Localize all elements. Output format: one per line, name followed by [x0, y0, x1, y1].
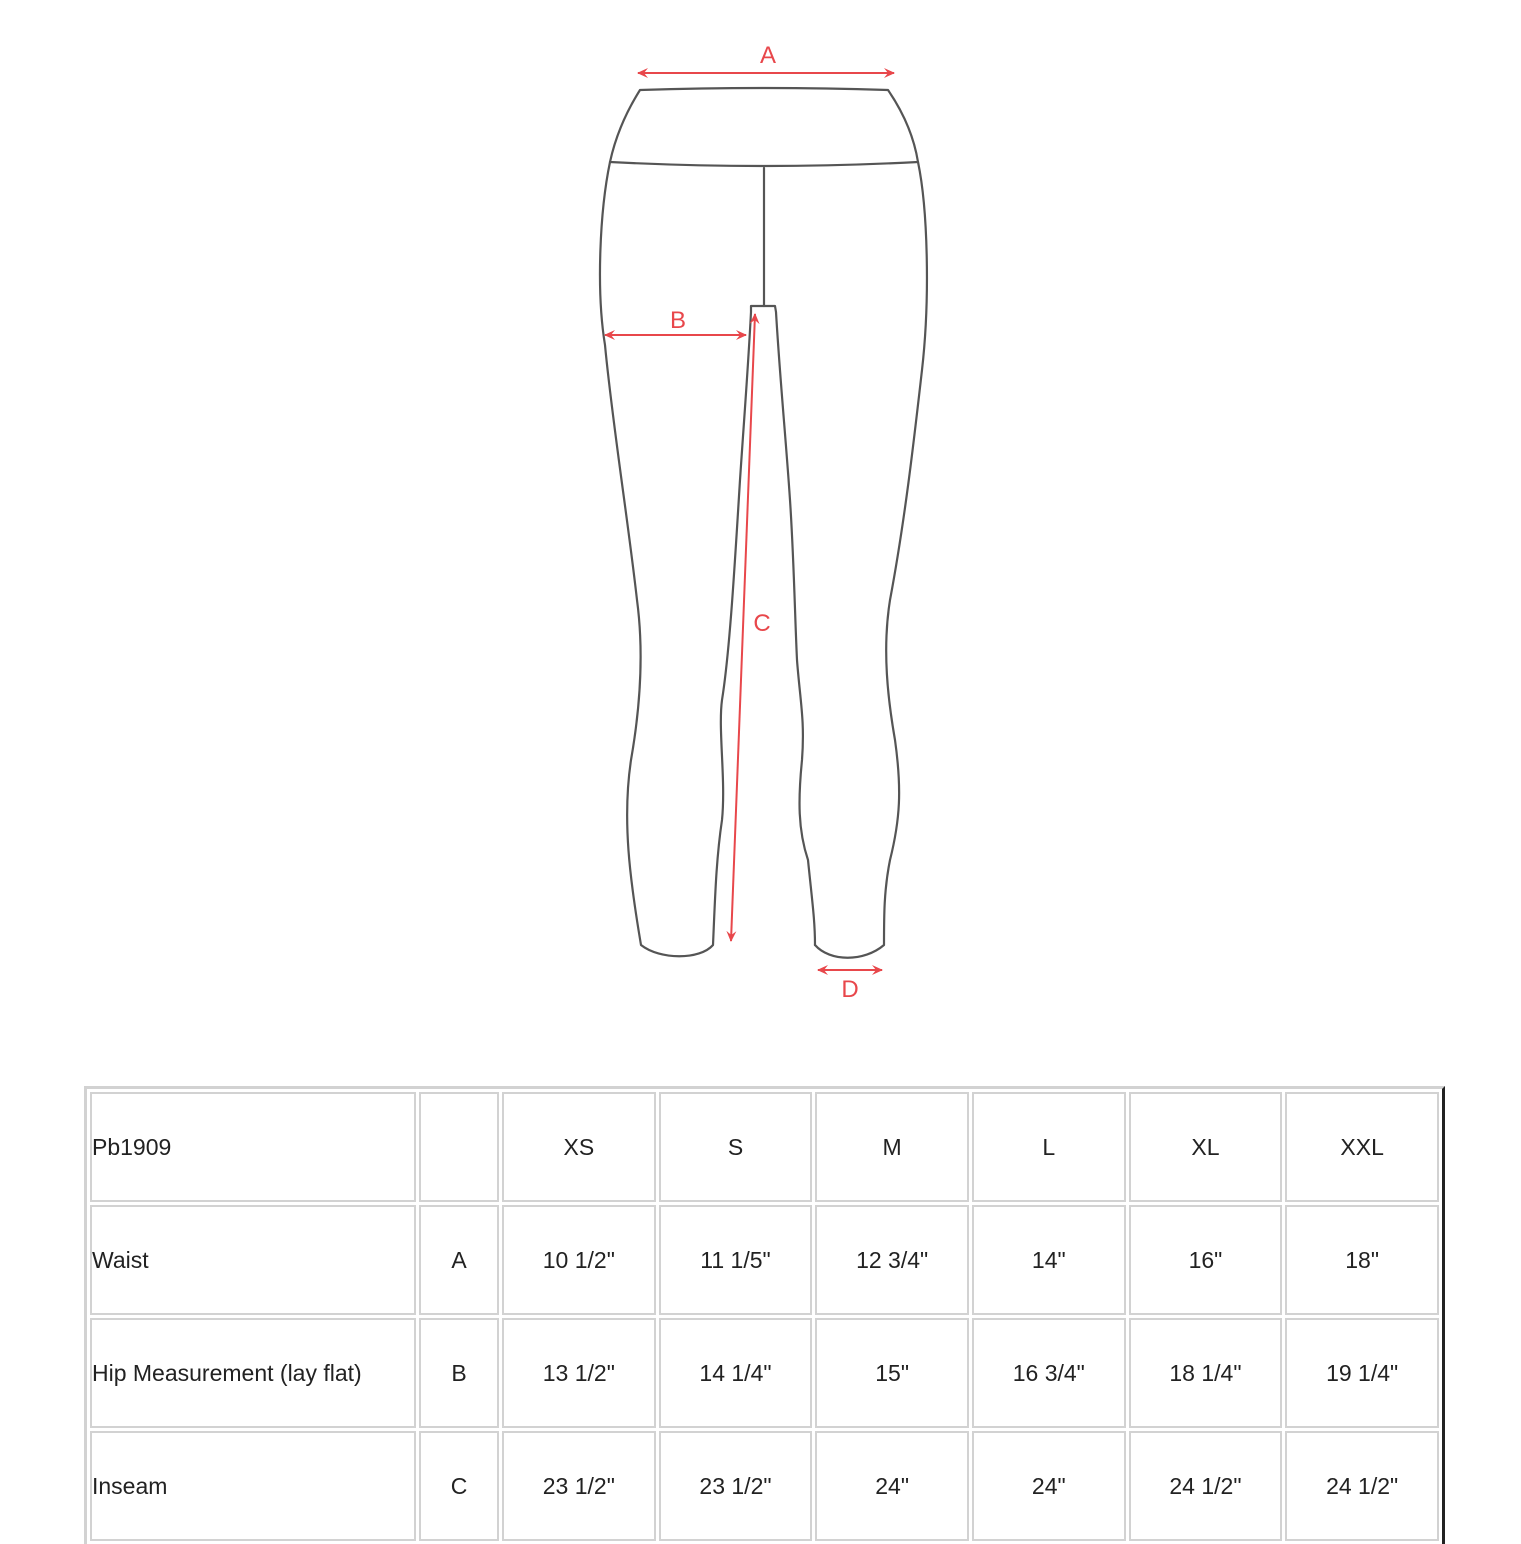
table-header-row	[90, 1092, 1439, 1202]
size-header-xxl: XXL	[1285, 1092, 1439, 1202]
measurement-guides	[605, 73, 894, 970]
table-cell: 19 1/4"	[1285, 1318, 1439, 1428]
header-code-cell	[419, 1092, 499, 1202]
row-label: Inseam	[90, 1431, 416, 1541]
table-cell: 16 3/4"	[972, 1318, 1126, 1428]
table-cell: 24 1/2"	[1129, 1431, 1283, 1541]
label-c: C	[753, 610, 771, 637]
table-cell: 11 1/5"	[659, 1205, 813, 1315]
row-label: Waist	[90, 1205, 416, 1315]
table-row	[90, 1431, 1439, 1541]
row-code: A	[419, 1205, 499, 1315]
label-a: A	[759, 42, 777, 69]
left-leg-outline	[600, 162, 815, 956]
table-cell: 14"	[972, 1205, 1126, 1315]
waistband-outline	[610, 88, 918, 166]
table-cell: 15"	[815, 1318, 969, 1428]
size-header-l: L	[972, 1092, 1126, 1202]
table-cell: 10 1/2"	[502, 1205, 656, 1315]
label-d: D	[841, 976, 859, 1003]
inseam-measure-arrow	[731, 314, 755, 941]
table-row	[90, 1205, 1439, 1315]
table-cell: 14 1/4"	[659, 1318, 813, 1428]
table-cell: 24"	[815, 1431, 969, 1541]
label-b: B	[669, 307, 687, 334]
size-header-xl: XL	[1129, 1092, 1283, 1202]
size-chart-table	[84, 1086, 1445, 1544]
table-cell: 12 3/4"	[815, 1205, 969, 1315]
table-cell: 23 1/2"	[659, 1431, 813, 1541]
table-cell: 23 1/2"	[502, 1431, 656, 1541]
style-code-cell: Pb1909	[90, 1092, 416, 1202]
table-row	[90, 1318, 1439, 1428]
row-code: B	[419, 1318, 499, 1428]
table-cell: 13 1/2"	[502, 1318, 656, 1428]
row-code: C	[419, 1431, 499, 1541]
table-cell: 24 1/2"	[1285, 1431, 1439, 1541]
table-cell: 18"	[1285, 1205, 1439, 1315]
table-cell: 24"	[972, 1431, 1126, 1541]
size-header-xs: XS	[502, 1092, 656, 1202]
table-cell: 16"	[1129, 1205, 1283, 1315]
row-label: Hip Measurement (lay flat)	[90, 1318, 416, 1428]
leggings-outline	[600, 88, 927, 958]
right-leg-outline	[815, 162, 927, 958]
size-header-s: S	[659, 1092, 813, 1202]
size-header-m: M	[815, 1092, 969, 1202]
table-cell: 18 1/4"	[1129, 1318, 1283, 1428]
